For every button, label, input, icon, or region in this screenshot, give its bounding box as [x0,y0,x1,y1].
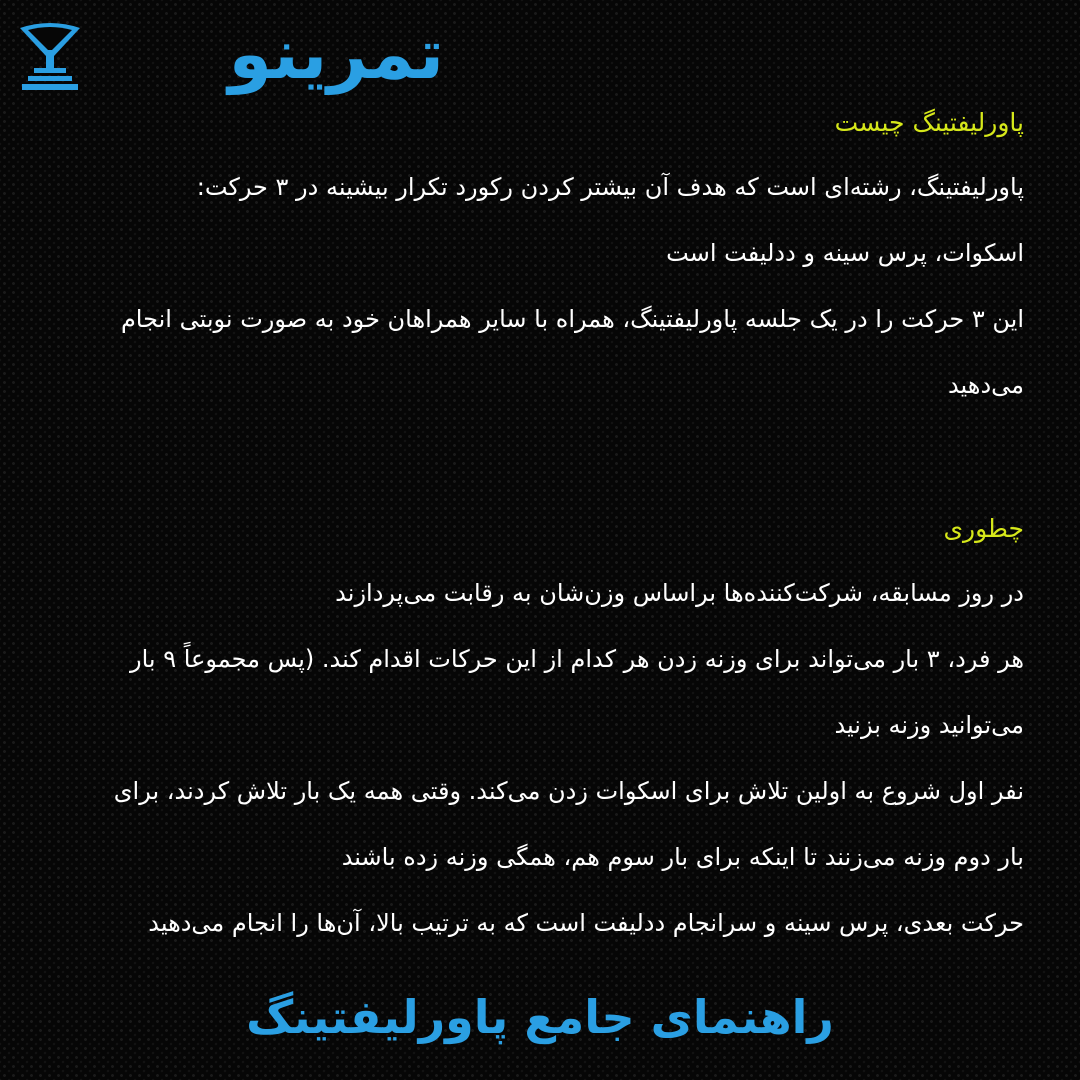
paragraph-line: در روز مسابقه، شرکت‌کننده‌ها براساس وزن‌شان به رقابت می‌پردازند [335,579,1024,607]
brand-logo [14,8,444,100]
paragraph-line: نفر اول شروع به اولین تلاش برای اسکوات زدن می‌کند. وقتی همه یک بار تلاش کردند، برای [113,777,1024,805]
section-spacer [44,418,1024,498]
brand-name: تمرینو [228,13,444,95]
section-heading-what-is: پاورلیفتینگ چیست [834,108,1024,137]
article-body [44,92,1024,956]
section-heading-how: چطوری [943,514,1024,543]
paragraph-line: پاورلیفتینگ، رشته‌ای است که هدف آن بیشتر کردن رکورد تکرار بیشینه در ۳ حرکت: [196,173,1024,201]
trophy-cup-icon [14,14,86,94]
paragraph-line: هر فرد، ۳ بار می‌تواند برای وزنه زدن هر کدام از این حرکات اقدام کند. (پس مجموعاً ۹ بار [129,645,1024,673]
paragraph-line: حرکت بعدی، پرس سینه و سرانجام ددلیفت است که به ترتیب بالا، آن‌ها را انجام می‌دهید [148,909,1024,937]
footer-title: راهنمای جامع پاورلیفتینگ [246,990,834,1044]
paragraph-line: بار دوم وزنه می‌زنند تا اینکه برای بار سوم هم، همگی وزنه زده باشند [341,843,1024,871]
paragraph-line: می‌توانید وزنه بزنید [834,711,1024,739]
paragraph-line: این ۳ حرکت را در یک جلسه پاورلیفتینگ، همراه با سایر همراهان خود به صورت نوبتی انجام [120,305,1024,333]
paragraph-line: می‌دهید [947,371,1024,399]
paragraph-line: اسکوات، پرس سینه و ددلیفت است [666,239,1024,267]
